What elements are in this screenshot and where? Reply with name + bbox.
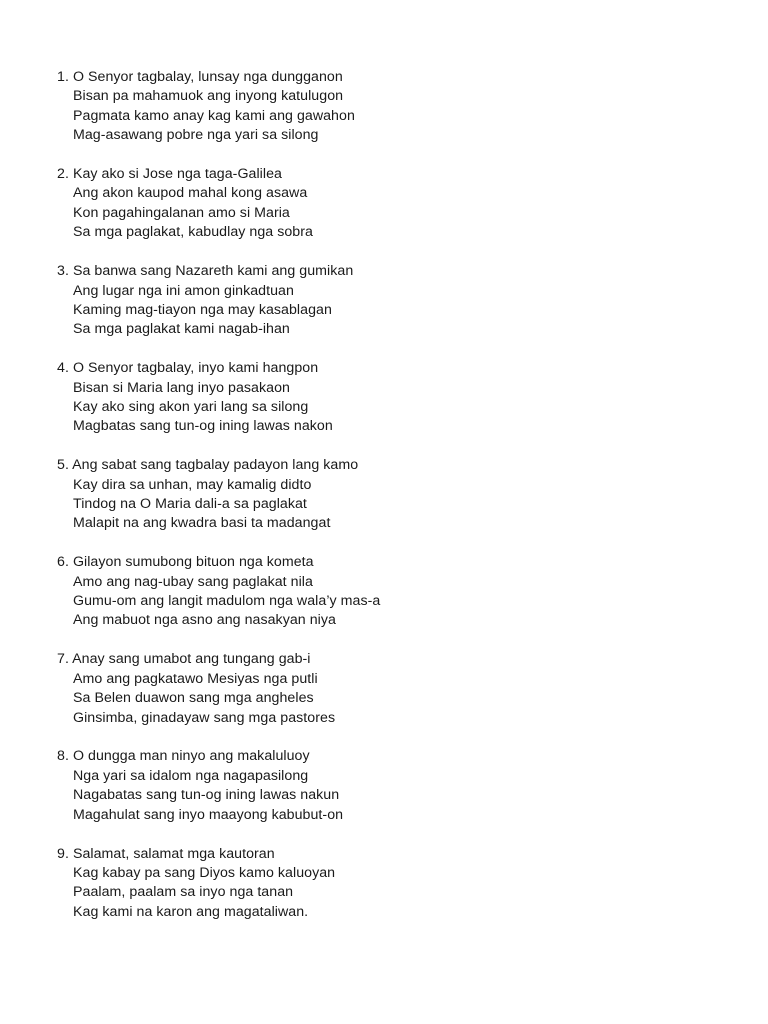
verse-line: Kon pagahingalanan amo si Maria: [73, 204, 290, 221]
verse-line: Sa Belen duawon sang mga angheles: [73, 690, 314, 707]
verse-first-line: [57, 456, 737, 475]
verse-number: 7.: [57, 651, 69, 668]
song-lyrics: [57, 68, 737, 942]
verse-6: [57, 553, 737, 631]
verse-9: [57, 845, 737, 923]
verse-line: Ang lugar nga ini amon ginkadtuan: [73, 282, 294, 299]
verse-first-line: [57, 650, 737, 669]
verse-line: Anay sang umabot ang tungang gab-i: [72, 651, 311, 668]
verse-line: O Senyor tagbalay, lunsay nga dungganon: [72, 69, 343, 85]
verse-line: Magahulat sang inyo maayong kabubut-on: [73, 806, 344, 823]
verse-line: Kag kami na karon ang magataliwan.: [73, 903, 309, 920]
verse-line: Amo ang nag-ubay sang paglakat nila: [73, 573, 313, 590]
verse-number: 1.: [57, 69, 69, 85]
verse-first-line: [57, 68, 737, 87]
verse-line: Nagabatas sang tun-og ining lawas nakun: [73, 787, 340, 804]
verse-line: Sa mga paglakat, kabudlay nga sobra: [73, 224, 313, 241]
verse-line: Magbatas sang tun-og ining lawas nakon: [73, 418, 333, 435]
verse-line: O Senyor tagbalay, inyo kami hangpon: [72, 360, 319, 377]
verse-7: [57, 650, 737, 728]
verse-line: Malapit na ang kwadra basi ta madangat: [73, 515, 331, 532]
verse-line: Ang mabuot nga asno ang nasakyan niya: [73, 612, 336, 629]
verse-line: Ginsimba, ginadayaw sang mga pastores: [73, 709, 336, 726]
verse-first-line: [57, 359, 737, 378]
verse-2: [57, 165, 737, 243]
verse-first-line: [57, 165, 737, 184]
verse-3: [57, 262, 737, 340]
verse-line: Kay ako sing akon yari lang sa silong: [73, 398, 309, 415]
verse-line: Kaming mag-tiayon nga may kasablagan: [73, 301, 332, 318]
verse-number: 2.: [57, 166, 69, 183]
verse-line: Amo ang pagkatawo Mesiyas nga putli: [73, 670, 318, 687]
verse-line: Ang akon kaupod mahal kong asawa: [73, 185, 308, 202]
verse-4: [57, 359, 737, 437]
verse-1: [57, 68, 737, 146]
verse-8: [57, 747, 737, 825]
verse-line: Bisan si Maria lang inyo pasakaon: [73, 379, 290, 396]
verse-first-line: [57, 845, 737, 864]
verse-line: Kay dira sa unhan, may kamalig didto: [73, 476, 312, 493]
verse-line: Gilayon sumubong bituon nga kometa: [72, 554, 314, 571]
verse-5: [57, 456, 737, 534]
verse-number: 6.: [57, 554, 69, 571]
verse-line: Salamat, salamat mga kautoran: [72, 845, 275, 862]
verse-number: 9.: [57, 845, 69, 862]
verse-line: Bisan pa mahamuok ang inyong katulugon: [73, 88, 344, 105]
verse-first-line: [57, 262, 737, 281]
verse-line: Mag-asawang pobre nga yari sa silong: [73, 127, 319, 144]
verse-line: Pagmata kamo anay kag kami ang gawahon: [73, 107, 355, 124]
verse-line: Sa banwa sang Nazareth kami ang gumikan: [72, 263, 354, 280]
verse-line: O dungga man ninyo ang makaluluoy: [72, 748, 310, 765]
verse-number: 5.: [57, 457, 69, 474]
verse-line: Gumu-om ang langit madulom nga wala’y mas-a: [73, 593, 381, 610]
verse-line: Nga yari sa idalom nga nagapasilong: [73, 767, 309, 784]
verse-number: 4.: [57, 360, 69, 377]
verse-number: 3.: [57, 263, 69, 280]
verse-line: Tindog na O Maria dali-a sa paglakat: [73, 496, 307, 513]
verse-line: Kay ako si Jose nga taga-Galilea: [72, 166, 282, 183]
verse-first-line: [57, 553, 737, 572]
verse-line: Kag kabay pa sang Diyos kamo kaluoyan: [73, 864, 336, 881]
verse-line: Paalam, paalam sa inyo nga tanan: [73, 884, 294, 901]
verse-line: Ang sabat sang tagbalay padayon lang kamo: [72, 457, 359, 474]
verse-line: Sa mga paglakat kami nagab-ihan: [73, 321, 290, 338]
verse-number: 8.: [57, 748, 69, 765]
verse-first-line: [57, 747, 737, 766]
